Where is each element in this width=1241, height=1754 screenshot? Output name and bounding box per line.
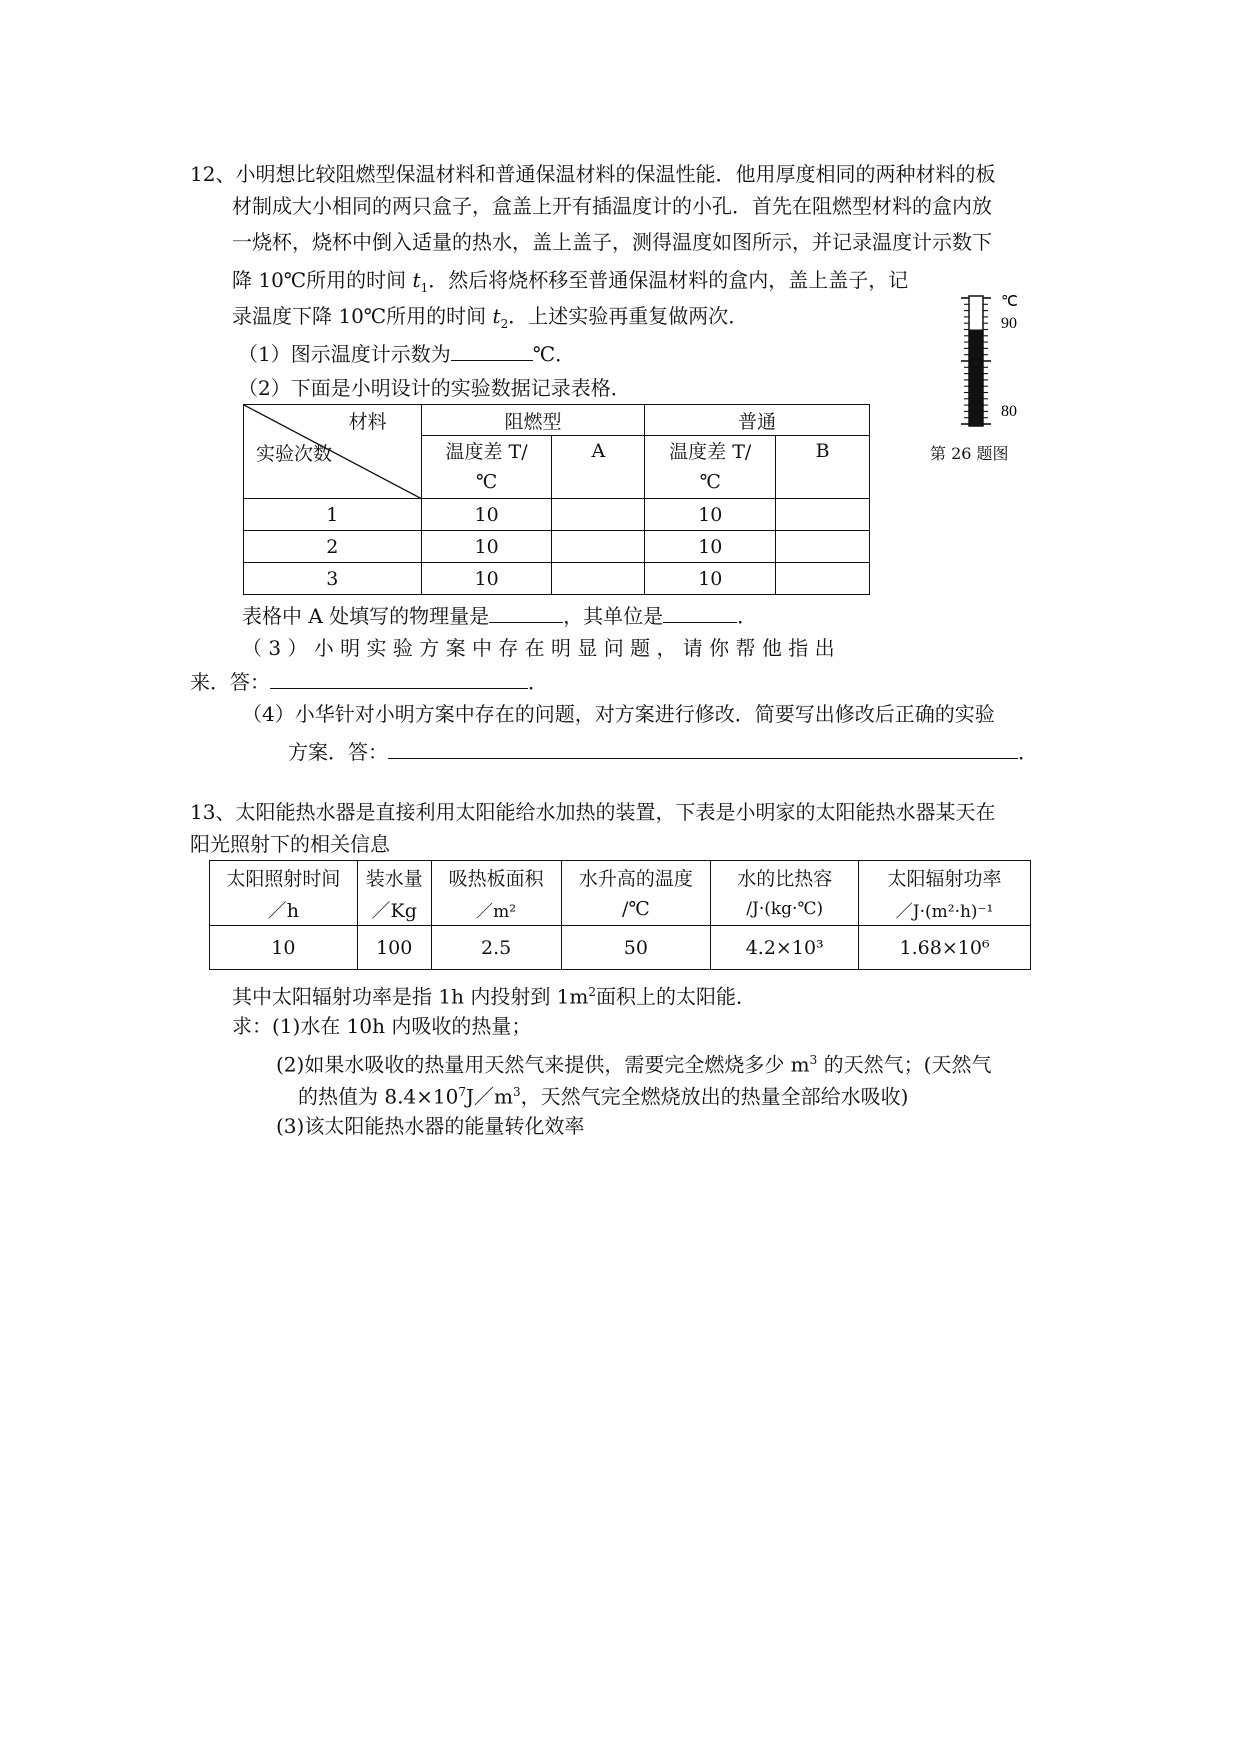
trial-number: 2 [244,531,422,563]
temp-diff-header-2 [645,436,776,499]
q12-sub1-pre: （1）图示温度计示数为 [238,342,451,366]
unit-temp-rise: /℃ [561,894,711,926]
ask2b-sup: 7 [458,1085,467,1099]
diag-top-label: 材料 [348,411,387,433]
note-sup: 2 [588,985,597,999]
temp-diff-value: 10 [421,531,552,563]
unit-time: ／h [210,894,358,926]
q12-line-5 [232,302,748,338]
trial-number: 3 [244,563,422,595]
temp-diff-value: 10 [645,499,776,531]
value-solar-power: 1.68×10⁶ [859,926,1031,970]
col-a-cell[interactable] [552,499,645,531]
diag-bottom-label: 实验次数 [256,443,333,465]
temp-diff-label: 温度差 T/ [669,441,752,463]
diagonal-header-cell [244,405,422,499]
note-post: 面积上的太阳能． [596,984,757,1009]
q13-ask-2-line1 [276,1046,991,1079]
table-row [210,926,1031,970]
q12-line-5-pre: 录温度下降 10℃所用的时间 [232,304,493,328]
ask2b-sup2: 3 [513,1085,521,1099]
temp-diff-label: 温度差 T/ [445,441,528,463]
unit-label: ℃ [1001,294,1018,310]
ask2b-mid: J／m [466,1084,513,1109]
temp-diff-value: 10 [421,563,552,595]
header-solar-power: 太阳辐射功率 [859,861,1031,894]
q12-after-table [242,600,757,630]
after-table-c: ． [737,604,758,628]
sub4-answer-blank[interactable] [388,736,1018,759]
scale-label-80: 80 [1001,403,1017,420]
sub3-answer-blank[interactable] [270,666,528,689]
temp-diff-unit: ℃ [475,471,498,493]
header-area: 吸热板面积 [431,861,561,894]
q12-line-4 [232,266,908,302]
col-a-header: A [552,436,645,499]
q12-line-4-post: ．然后将烧杯移至普通保温材料的盒内，盖上盖子，记 [428,268,909,292]
ask2b-pre: 的热值为 8.4×10 [298,1084,459,1109]
t2-subscript: 2 [500,317,509,331]
col-a-cell[interactable] [552,563,645,595]
sub3-end: ． [528,670,548,694]
col-b-header: B [776,436,870,499]
unit-blank[interactable] [663,600,737,623]
q12-line-4-pre: 降 10℃所用的时间 [232,268,413,292]
q12-sub4-line2 [288,736,1038,766]
t1-variable: t [412,268,421,292]
table-row [244,531,870,563]
temp-diff-unit: ℃ [699,471,721,493]
ask2-post: 的天然气；(天然气 [817,1052,992,1077]
temp-diff-value: 10 [645,531,776,563]
q13-ask-3: (3)该太阳能热水器的能量转化效率 [276,1114,585,1138]
q13-line-1: 13、太阳能热水器是直接利用太阳能给水加热的装置，下表是小明家的太阳能热水器某天在 [190,800,996,824]
col-b-cell[interactable] [776,563,870,595]
q13-ask-2-line2 [298,1078,908,1111]
sub4-end: ． [1018,740,1038,764]
quantity-blank[interactable] [489,600,563,623]
q12-sub1-post: ℃． [532,342,576,366]
q13-note [232,978,756,1011]
unit-specific-heat: /J·(kg·℃) [711,894,859,926]
unit-mass: ／Kg [357,894,431,926]
q12-line-3: 一烧杯，烧杯中倒入适量的热水，盖上盖子，测得温度如图所示，并记录温度计示数下 [232,230,992,254]
group-ordinary: 普通 [645,405,870,436]
solar-heater-table [209,860,1031,970]
q12-sub4-line1: （4）小华针对小明方案中存在的问题，对方案进行修改．简要写出修改后正确的实验 [242,702,995,726]
after-table-a: 表格中 A 处填写的物理量是 [242,604,490,628]
temp-diff-value: 10 [421,499,552,531]
q12-line-5-post: ．上述实验再重复做两次． [508,304,749,328]
sub4-answer-label: 方案．答： [288,740,388,764]
ask2-pre: (2)如果水吸收的热量用天然气来提供，需要完全燃烧多少 m [276,1052,810,1077]
unit-solar-power: ／J·(m²·h)⁻¹ [859,894,1031,926]
experiment-table [243,404,870,595]
q12-sub3-line2 [190,666,548,696]
q12-sub2: （2）下面是小明设计的实验数据记录表格． [238,376,631,400]
note-pre: 其中太阳辐射功率是指 1h 内投射到 1m [232,984,589,1009]
header-temp-rise: 水升高的温度 [561,861,711,894]
scale-label-90: 90 [1001,315,1017,332]
header-mass: 装水量 [357,861,431,894]
value-area: 2.5 [431,926,561,970]
q13-ask-1: 求：(1)水在 10h 内吸收的热量； [232,1014,532,1038]
q12-line-2: 材制成大小相同的两只盒子，盒盖上开有插温度计的小孔．首先在阻燃型材料的盒内放 [232,194,992,218]
value-time: 10 [210,926,358,970]
trial-number: 1 [244,499,422,531]
q12-line-1: 12、小明想比较阻燃型保温材料和普通保温材料的保温性能．他用厚度相同的两种材料的板 [190,162,996,186]
temp-diff-header-1 [421,436,552,499]
col-a-cell[interactable] [552,531,645,563]
table-row [244,499,870,531]
table-row [244,563,870,595]
ask2-sup: 3 [809,1053,818,1067]
value-specific-heat: 4.2×10³ [711,926,859,970]
temp-diff-value: 10 [645,563,776,595]
q12-sub3-line1: （ 3 ） 小 明 实 验 方 案 中 存 在 明 显 问 题 ， 请 你 帮 他 指 出 [242,636,835,660]
value-mass: 100 [357,926,431,970]
col-b-cell[interactable] [776,531,870,563]
value-temp-rise: 50 [561,926,711,970]
after-table-b: ，其单位是 [563,604,664,628]
unit-area: ／m² [431,894,561,926]
group-flame-retardant: 阻燃型 [421,405,645,436]
q13-line-2: 阳光照射下的相关信息 [190,832,390,856]
sub3-answer-label: 来．答： [190,670,270,694]
col-b-cell[interactable] [776,499,870,531]
reading-blank[interactable] [451,338,533,361]
mercury-column [969,330,983,427]
figure-caption: 第 26 题图 [930,444,1009,463]
t1-subscript: 1 [420,281,429,295]
header-time: 太阳照射时间 [210,861,358,894]
q12-sub1 [238,338,575,368]
t2-variable: t [492,304,501,328]
ask2b-post: ，天然气完全燃烧放出的热量全部给水吸收) [520,1084,909,1109]
header-specific-heat: 水的比热容 [711,861,859,894]
